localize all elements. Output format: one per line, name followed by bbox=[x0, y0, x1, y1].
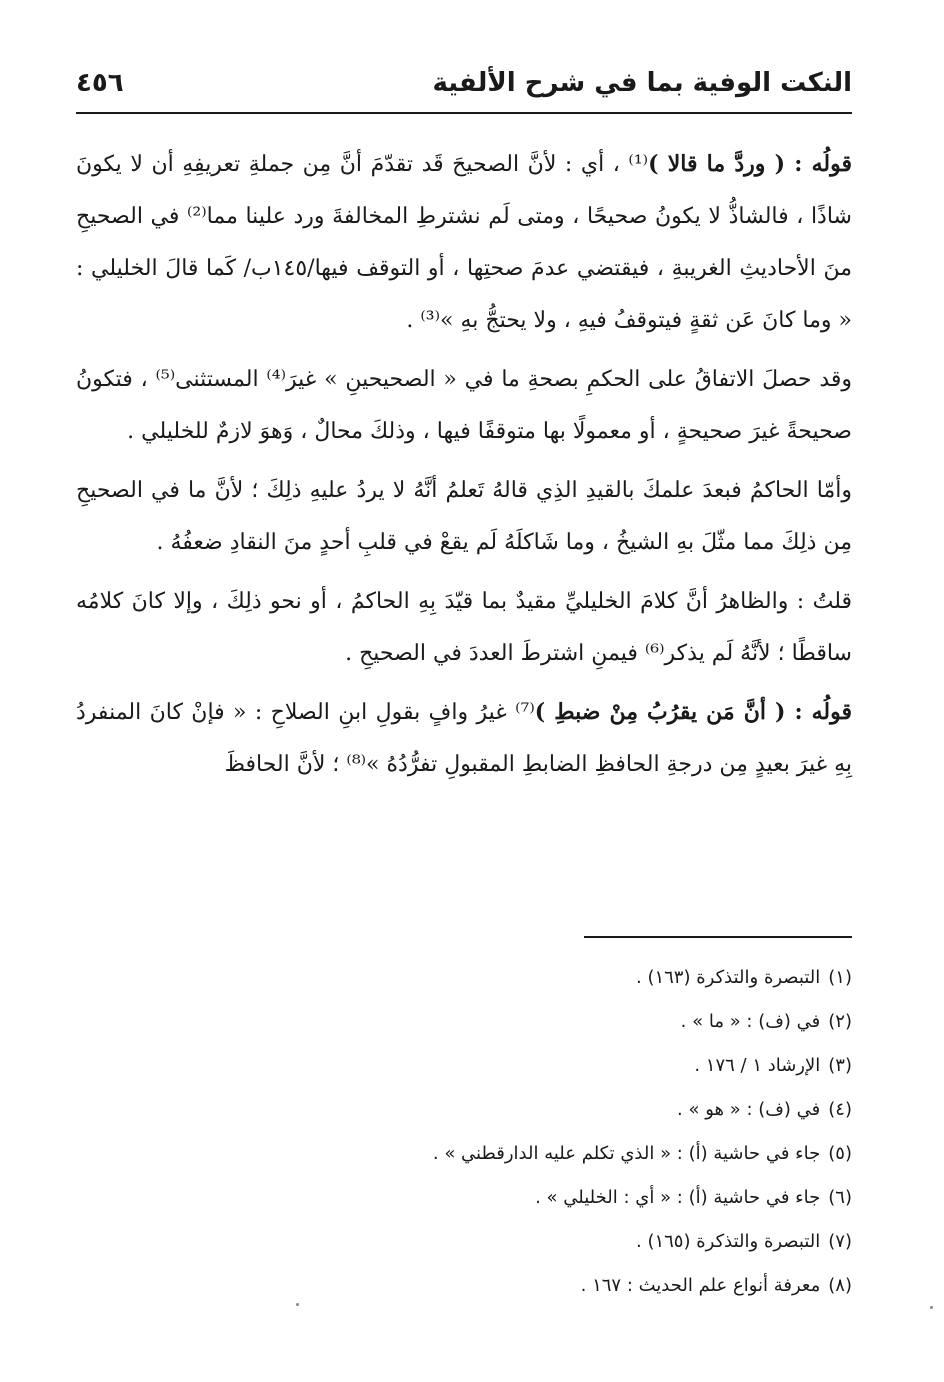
footnote-number: (٤) bbox=[828, 1099, 852, 1120]
main-text bbox=[76, 138, 852, 797]
footnotes-list bbox=[76, 956, 852, 1308]
paragraph-3 bbox=[76, 464, 852, 569]
paragraph-5 bbox=[76, 686, 852, 791]
footnote-number: (٧) bbox=[828, 1231, 852, 1252]
footnote-text: التبصرة والتذكرة (١٦٥) . bbox=[636, 1231, 821, 1252]
paragraph-text: وأمّا الحاكمُ فبعدَ علمكَ بالقيدِ الذِي قالهُ تَعلمُ أنَّهُ لا يردُ عليهِ ذلِكَ ؛ لأنَّ ما في الصحيحِ مِن ذلِكَ مما مثّلَ بهِ الشيخُ ، وما شَاكلَهُ لَم يقعْ في قلبِ أحدٍ منَ النقادِ ضعفُهُ . bbox=[76, 478, 852, 555]
footnote-5 bbox=[76, 1132, 852, 1176]
paragraph-lead: قولُه : ( وردَّ ما قالا ) bbox=[648, 151, 852, 177]
footnote-text: جاء في حاشية (أ) : « أي : الخليلي » . bbox=[535, 1187, 821, 1208]
footnote-separator bbox=[584, 936, 852, 938]
footnote-number: (١) bbox=[828, 967, 852, 988]
paragraph-text: قلتُ : والظاهرُ أنَّ كلامَ الخليليِّ مقيدٌ بما قيّدَ بِهِ الحاكمُ ، أو نحو ذلِكَ ، وإلا كانَ كلامُه ساقطًا ؛ لأنَّهُ لَم يذكر⁽⁶⁾ فيمنِ اشترطَ العددَ في الصحيحِ . bbox=[76, 589, 852, 666]
paragraph-2 bbox=[76, 353, 852, 458]
page-number: ٤٥٦ bbox=[76, 68, 124, 98]
footnote-6 bbox=[76, 1176, 852, 1220]
running-header bbox=[76, 62, 852, 114]
paragraph-text: وقد حصلَ الاتفاقُ على الحكمِ بصحةِ ما في « الصحيحينِ » غيرَ⁽⁴⁾ المستثنى⁽⁵⁾ ، فتكونُ صحيحةً غيرَ صحيحةٍ ، أو معمولًا بها متوقفًا فيها ، وذلكَ محالٌ ، وَهوَ لازمٌ للخليلي . bbox=[76, 367, 853, 444]
footnote-text: جاء في حاشية (أ) : « الذي تكلم عليه الدارقطني » . bbox=[432, 1143, 821, 1164]
footnote-8 bbox=[76, 1264, 852, 1308]
footnote-text: التبصرة والتذكرة (١٦٣) . bbox=[636, 967, 821, 988]
scan-speck bbox=[296, 1303, 299, 1306]
running-title: النكت الوفية بما في شرح الألفية bbox=[432, 68, 852, 98]
paragraph-text: ⁽¹⁾ ، أي : لأنَّ الصحيحَ قَد تقدّمَ أنَّ مِن جملةِ تعريفِهِ أن لا يكونَ شاذًا ، فالشاذُّ لا يكونُ صحيحًا ، ومتى لَم نشترطِ المخالفةَ ورد علينا مما⁽²⁾ في الصحيحِ منَ الأحاديثِ الغريبةِ ، فيقتضي عدمَ صحتِها ، أو التوقف فيها/١٤٥ب/ كَما قالَ الخليلي : « وما كانَ عَن ثقةٍ فيتوقفُ فيهِ ، ولا يحتجُّ بهِ »⁽³⁾ . bbox=[76, 152, 853, 333]
footnote-7 bbox=[76, 1220, 852, 1264]
paragraph-text: ⁽⁷⁾ غيرُ وافٍ بقولِ ابنِ الصلاحِ : « فإنْ كانَ المنفردُ بِهِ غيرَ بعيدٍ مِن درجةِ الحافظِ الضابطِ المقبولِ تفرُّدُهُ »⁽⁸⁾ ؛ لأنَّ الحافظَ bbox=[76, 700, 852, 777]
footnote-number: (٦) bbox=[828, 1187, 852, 1208]
footnote-text: الإرشاد ١ / ١٧٦ . bbox=[694, 1055, 821, 1076]
paragraph-1 bbox=[76, 138, 852, 347]
footnote-2 bbox=[76, 1000, 852, 1044]
footnote-text: معرفة أنواع علم الحديث : ١٦٧ . bbox=[580, 1275, 821, 1296]
footnote-number: (٢) bbox=[828, 1011, 852, 1032]
footnote-1 bbox=[76, 956, 852, 1000]
footnote-text: في (ف) : « هو » . bbox=[677, 1099, 821, 1120]
paragraph-lead: قولُه : ( أنَّ مَن يقرُبُ مِنْ ضبطِ ) bbox=[534, 699, 852, 725]
footnote-text: في (ف) : « ما » . bbox=[680, 1011, 821, 1032]
paragraph-4 bbox=[76, 575, 852, 680]
footnote-number: (٨) bbox=[828, 1275, 852, 1296]
footnote-4 bbox=[76, 1088, 852, 1132]
footnote-number: (٣) bbox=[828, 1055, 852, 1076]
footnote-3 bbox=[76, 1044, 852, 1088]
scan-speck bbox=[930, 1306, 933, 1309]
footnote-number: (٥) bbox=[828, 1143, 852, 1164]
